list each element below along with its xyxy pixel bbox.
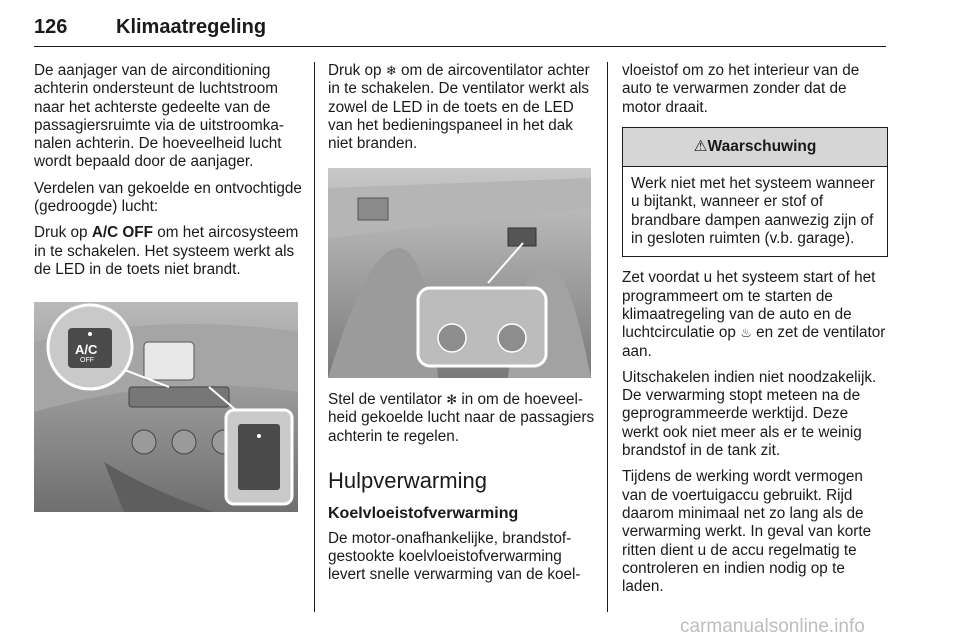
ac-off-button-ref: A/C OFF bbox=[91, 224, 153, 242]
fan-icon: ✻ bbox=[446, 392, 458, 407]
column-divider bbox=[314, 62, 315, 612]
warning-text: Werk niet met het systeem wanneer u bijtankt, wanneer er stof of brandbare dampen aanwezig zijn of in gesloten ruimten (v.b. garage). bbox=[631, 175, 875, 248]
paragraph: Tijdens de werking wordt vermogen van de voertuigaccu gebruikt. Rijd daarom minimaal net zo lang als de verwarming werkt. In geval van korte ritten dient u de accu regelmatig te controleren en indien nodig op te laden. bbox=[622, 468, 872, 596]
paragraph: De aanjager van de airconditioning achterin ondersteunt de luchtstroom naar het achterste gedeelte van de passagiersruimte via de uitstroomkanalen achterin. De hoeveelheid lucht wordt bepaald door de aanjager. bbox=[34, 62, 284, 171]
dashboard-figure bbox=[34, 302, 298, 512]
paragraph: Druk op ❄ om de aircoventilator achter in te schakelen. De ventilator werkt als zowel de LED in de toets en de LED van het bedieningspaneel in het dak niet branden. bbox=[328, 62, 590, 153]
rear-fan-icon: ❄ bbox=[385, 63, 397, 78]
dashboard-illustration bbox=[34, 302, 298, 512]
column-2-continued bbox=[328, 391, 598, 593]
page-title: Klimaatregeling bbox=[116, 16, 267, 38]
column-divider bbox=[607, 62, 608, 612]
air-recirculation-icon: ♨ bbox=[740, 325, 752, 341]
column-2 bbox=[328, 62, 598, 161]
warning-title: Waarschuwing bbox=[707, 137, 817, 155]
paragraph: Zet voordat u het systeem start of het programmeert om te starten de klimaatregeling van de auto en de luchtcirculatie op ♨ en zet de ventilator aan. bbox=[622, 269, 886, 360]
warning-icon: ⚠ bbox=[693, 137, 708, 155]
column-3 bbox=[622, 62, 888, 604]
paragraph: De motor-onafhankelijke, brandstofgestookte koelvloeistofverwarming levert snelle verwarming van de koel- bbox=[328, 529, 581, 584]
page-number: 126 bbox=[34, 16, 68, 38]
warning-box bbox=[622, 127, 888, 257]
off-label: OFF bbox=[80, 357, 94, 364]
section-heading: Hulpverwarming bbox=[328, 467, 487, 493]
paragraph: Uitschakelen indien niet noodzakelijk. De verwarming stopt meteen na de geprogrammeerde werktijd. Deze werkt ook niet meer als er te weinig brandstof in de tank zit. bbox=[622, 368, 877, 460]
watermark: carmanualsonline.info bbox=[680, 616, 865, 637]
roof-panel-illustration bbox=[328, 168, 591, 378]
paragraph: Druk op A/C OFF om het aircosysteem in te schakelen. Het systeem werkt als de LED in de toets niet brandt. bbox=[34, 224, 299, 278]
column-1 bbox=[34, 62, 302, 287]
warning-header bbox=[623, 128, 887, 167]
roof-panel-figure bbox=[328, 168, 591, 378]
paragraph: vloeistof om zo het interieur van de auto te verwarmen zonder dat de motor draait. bbox=[622, 62, 860, 116]
ac-label: A/C bbox=[75, 342, 98, 357]
page-header bbox=[34, 6, 886, 47]
subsection-heading: Koelvloeistofverwarming bbox=[328, 504, 519, 522]
paragraph: Verdelen van gekoelde en ontvochtigde (gedroogde) lucht: bbox=[34, 179, 302, 216]
paragraph: Stel de ventilator ✻ in om de hoeveelheid gekoelde lucht naar de passagiers achterin te regelen. bbox=[328, 391, 595, 445]
